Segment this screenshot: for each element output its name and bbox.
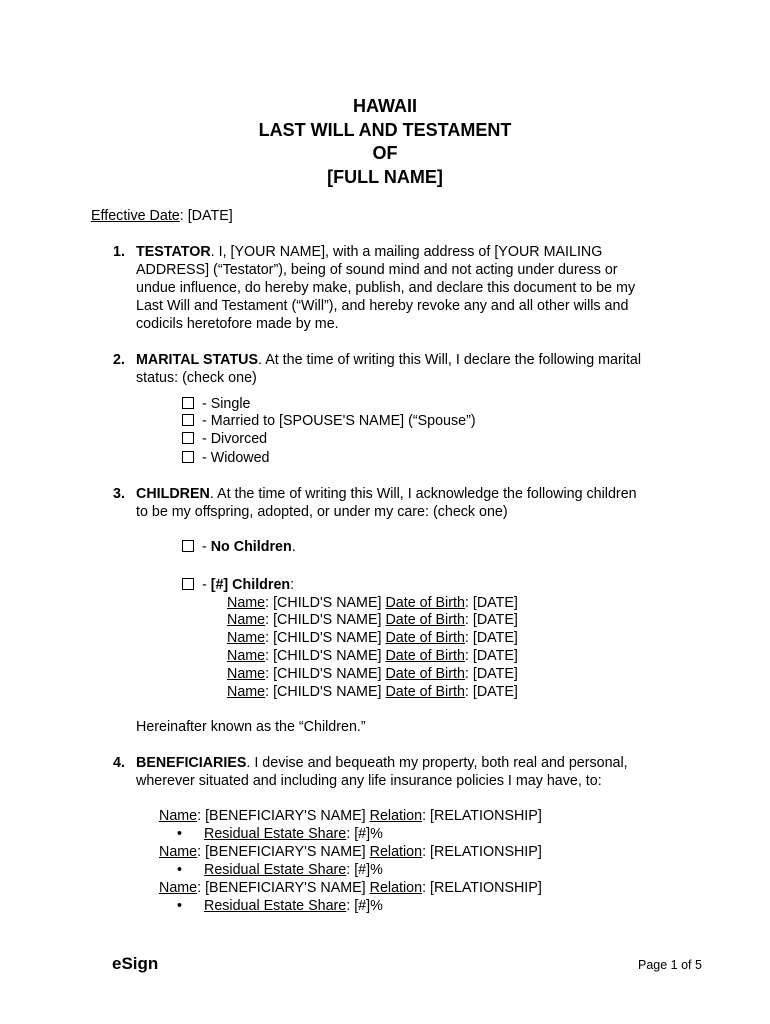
beneficiary-entry xyxy=(159,843,542,861)
dob-label: Date of Birth xyxy=(385,684,465,700)
section-heading: BENEFICIARIES xyxy=(136,755,247,771)
residual-share xyxy=(204,825,383,843)
dob-value: : [DATE] xyxy=(464,648,518,664)
document-title-of: OF xyxy=(372,143,398,163)
section-number: 2. xyxy=(113,352,125,368)
relation-value: : [RELATIONSHIP] xyxy=(422,808,542,824)
name-label: Name xyxy=(227,630,266,646)
effective-date-label: Effective Date xyxy=(91,208,180,224)
option-label: [#] Children xyxy=(210,577,291,593)
marital-option xyxy=(182,395,250,413)
beneficiary-entry xyxy=(159,807,542,825)
section-children xyxy=(136,485,676,521)
section-number: 4. xyxy=(113,755,125,771)
child-name-value: : [CHILD'S NAME] xyxy=(265,666,386,682)
paragraph-line: Last Will and Testament (“Will”), and hereby revoke any and all other wills and xyxy=(136,298,629,314)
paragraph-line: . At the time of writing this Will, I declare the following marital xyxy=(258,352,642,368)
residual-share xyxy=(204,861,383,879)
bullet-icon: • xyxy=(177,898,183,914)
child-entry xyxy=(227,647,518,665)
bullet-icon: • xyxy=(177,862,183,878)
checkbox[interactable] xyxy=(182,540,194,552)
name-label: Name xyxy=(159,844,198,860)
relation-value: : [RELATIONSHIP] xyxy=(422,880,542,896)
paragraph-line: . I, [YOUR NAME], with a mailing address of [YOUR MAILING xyxy=(210,244,603,260)
effective-date-value: : [DATE] xyxy=(179,208,233,224)
section-number: 1. xyxy=(113,244,125,260)
paragraph-line: . At the time of writing this Will, I acknowledge the following children xyxy=(209,486,637,502)
children-option-none xyxy=(182,538,296,556)
option-label: - Divorced xyxy=(198,431,268,447)
child-name-value: : [CHILD'S NAME] xyxy=(265,612,386,628)
name-label: Name xyxy=(227,666,266,682)
relation-label: Relation xyxy=(369,880,423,896)
page-number: Page 1 of 5 xyxy=(638,958,702,972)
share-value: : [#]% xyxy=(346,862,383,878)
name-label: Name xyxy=(227,648,266,664)
dob-value: : [DATE] xyxy=(464,595,518,611)
section-number: 3. xyxy=(113,486,125,502)
paragraph-line: wherever situated and including any life insurance policies I may have, to: xyxy=(136,773,602,789)
beneficiary-name-value: : [BENEFICIARY'S NAME] xyxy=(197,844,370,860)
child-name-value: : [CHILD'S NAME] xyxy=(265,684,386,700)
child-name-value: : [CHILD'S NAME] xyxy=(265,648,386,664)
option-suffix: . xyxy=(291,539,296,555)
share-label: Residual Estate Share xyxy=(204,862,347,878)
dob-label: Date of Birth xyxy=(385,648,465,664)
option-prefix: - xyxy=(198,539,211,555)
document-state: HAWAII xyxy=(352,96,417,116)
dob-value: : [DATE] xyxy=(464,684,518,700)
dob-label: Date of Birth xyxy=(385,666,465,682)
children-option-count xyxy=(182,576,294,594)
beneficiary-entry xyxy=(159,879,542,897)
section-heading: TESTATOR xyxy=(136,244,211,260)
esign-logo: eSign xyxy=(112,954,159,973)
share-label: Residual Estate Share xyxy=(204,826,347,842)
name-label: Name xyxy=(159,880,198,896)
checkbox[interactable] xyxy=(182,414,194,426)
option-suffix: : xyxy=(290,577,295,593)
dob-value: : [DATE] xyxy=(464,612,518,628)
child-name-value: : [CHILD'S NAME] xyxy=(265,595,386,611)
dob-value: : [DATE] xyxy=(464,630,518,646)
relation-label: Relation xyxy=(369,844,423,860)
document-title: LAST WILL AND TESTAMENT xyxy=(258,120,512,140)
name-label: Name xyxy=(227,612,266,628)
checkbox[interactable] xyxy=(182,451,194,463)
option-prefix: - xyxy=(198,577,211,593)
section-heading: CHILDREN xyxy=(136,486,210,502)
relation-label: Relation xyxy=(369,808,423,824)
bullet-icon: • xyxy=(177,826,183,842)
marital-option xyxy=(182,449,270,467)
paragraph-line: . I devise and bequeath my property, both real and personal, xyxy=(246,755,628,771)
section-beneficiaries xyxy=(136,754,676,790)
marital-option xyxy=(182,412,476,430)
checkbox[interactable] xyxy=(182,578,194,590)
paragraph-line: undue influence, do hereby make, publish, and declare this document to be my xyxy=(136,280,636,296)
dob-value: : [DATE] xyxy=(464,666,518,682)
dob-label: Date of Birth xyxy=(385,630,465,646)
paragraph-line: codicils heretofore made by me. xyxy=(136,316,339,332)
paragraph-line: status: (check one) xyxy=(136,370,257,386)
option-label: No Children xyxy=(210,539,292,555)
section-marital-status xyxy=(136,351,676,387)
marital-option xyxy=(182,430,267,448)
option-label: - Married to [SPOUSE'S NAME] (“Spouse”) xyxy=(198,413,476,429)
checkbox[interactable] xyxy=(182,432,194,444)
beneficiary-name-value: : [BENEFICIARY'S NAME] xyxy=(197,880,370,896)
option-label: - Single xyxy=(198,396,251,412)
beneficiary-name-value: : [BENEFICIARY'S NAME] xyxy=(197,808,370,824)
share-label: Residual Estate Share xyxy=(204,898,347,914)
effective-date xyxy=(91,207,233,225)
paragraph-line: to be my offspring, adopted, or under my care: (check one) xyxy=(136,504,508,520)
share-value: : [#]% xyxy=(346,826,383,842)
name-label: Name xyxy=(159,808,198,824)
child-entry xyxy=(227,683,518,701)
children-hereinafter: Hereinafter known as the “Children.” xyxy=(136,719,366,735)
testator-full-name: [FULL NAME] xyxy=(327,167,443,187)
dob-label: Date of Birth xyxy=(385,612,465,628)
child-entry xyxy=(227,629,518,647)
name-label: Name xyxy=(227,595,266,611)
child-name-value: : [CHILD'S NAME] xyxy=(265,630,386,646)
residual-share xyxy=(204,897,383,915)
section-heading: MARITAL STATUS xyxy=(136,352,259,368)
relation-value: : [RELATIONSHIP] xyxy=(422,844,542,860)
option-label: - Widowed xyxy=(198,450,270,466)
share-value: : [#]% xyxy=(346,898,383,914)
child-entry xyxy=(227,611,518,629)
section-testator xyxy=(136,243,676,333)
checkbox[interactable] xyxy=(182,397,194,409)
dob-label: Date of Birth xyxy=(385,595,465,611)
child-entry xyxy=(227,594,518,612)
name-label: Name xyxy=(227,684,266,700)
child-entry xyxy=(227,665,518,683)
paragraph-line: ADDRESS] (“Testator”), being of sound mind and not acting under duress or xyxy=(136,262,618,278)
